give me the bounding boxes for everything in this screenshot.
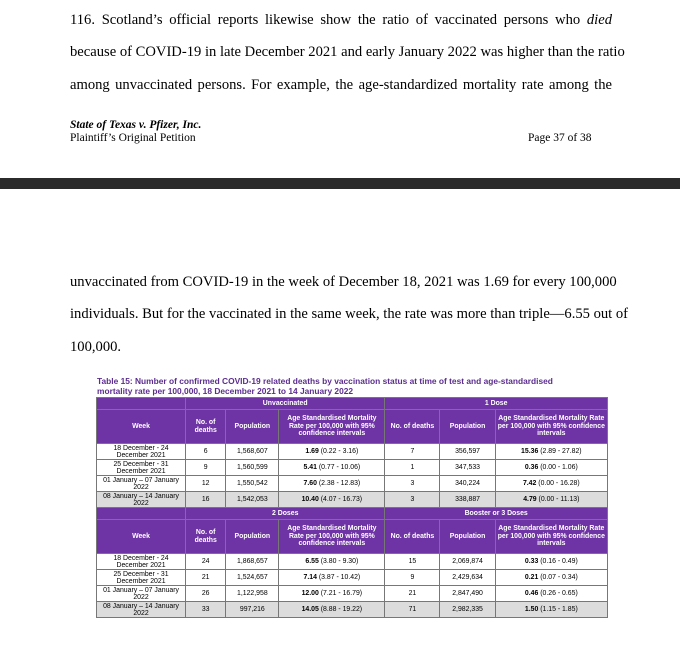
rate-ci: (0.07 - 0.34) [540,573,578,581]
deaths-cell: 6 [186,444,226,460]
rate-ci: (0.00 - 16.28) [538,479,580,487]
rate-ci: (0.77 - 10.06) [318,463,361,471]
table-row [97,570,608,586]
population-cell: 338,887 [440,492,495,508]
column-header-deaths: No. of deaths [186,410,226,444]
deaths-cell: 21 [186,570,226,586]
rate-ci: (7.21 - 16.79) [320,589,363,597]
table-row [97,444,608,460]
population-cell: 1,550,542 [226,476,279,492]
paragraph-116-line-3: among unvaccinated persons. For example, the age-standardized mortality rate among the [70,77,612,93]
population-cell: 1,122,958 [226,586,279,602]
population-cell: 1,560,599 [226,460,279,476]
page-gap [0,146,680,178]
rate-value: 7.14 [303,573,317,581]
paragraph-116-line-1 [70,12,612,29]
deaths-cell: 71 [385,602,440,618]
deaths-cell: 3 [385,492,440,508]
rate-cell [495,586,607,602]
group-label-left: Unvaccinated [186,398,385,410]
rate-value: 10.40 [301,495,319,503]
rate-value: 6.55 [305,557,319,565]
rate-cell [279,492,385,508]
rate-value: 0.36 [524,463,539,471]
paragraph-116-text: 116. Scotland’s official reports likewise show the ratio of vaccinated persons who [70,12,587,28]
rate-cell [495,554,607,570]
column-header-population: Population [226,520,279,554]
rate-cell [279,602,385,618]
rate-ci: (3.80 - 9.30) [320,557,359,565]
deaths-cell: 9 [186,460,226,476]
page-footer-left [70,119,201,145]
population-cell: 2,069,874 [440,554,495,570]
population-cell: 2,847,490 [440,586,495,602]
deaths-cell: 16 [186,492,226,508]
rate-value: 5.41 [303,463,317,471]
rate-cell [495,476,607,492]
rate-value: 7.60 [303,479,317,487]
rate-ci: (0.00 - 1.06) [540,463,578,471]
group-blank [97,398,186,410]
column-header-rate: Age Standardised Mortality Rate per 100,000 with 95% confidence intervals [279,520,385,554]
column-header-week: Week [97,520,186,554]
population-cell: 1,542,053 [226,492,279,508]
population-cell: 2,982,335 [440,602,495,618]
column-header-rate_right: Age Standardised Mortality Rate per 100,000 with 95% confidence intervals [495,410,607,444]
deaths-cell: 21 [385,586,440,602]
population-cell: 347,533 [440,460,495,476]
column-header-deaths: No. of deaths [186,520,226,554]
rate-cell [279,586,385,602]
population-cell: 1,568,607 [226,444,279,460]
column-header-rate_right: Age Standardised Mortality Rate per 100,000 with 95% confidence intervals [495,520,607,554]
rate-ci: (0.26 - 0.65) [540,589,578,597]
rate-ci: (0.16 - 0.49) [540,557,578,565]
rate-value: 14.05 [301,605,319,613]
table-caption-line-2: mortality rate per 100,000, 18 December 2021 to 14 January 2022 [97,385,354,396]
deaths-cell: 1 [385,460,440,476]
rate-value: 12.00 [301,589,319,597]
population-cell: 340,224 [440,476,495,492]
column-header-row [97,520,608,554]
rate-cell [279,554,385,570]
rate-cell [279,570,385,586]
week-cell: 25 December - 31 December 2021 [97,460,186,476]
table-body [97,398,608,618]
column-header-week: Week [97,410,186,444]
paragraph-116-line-2: because of COVID-19 in late December 2021 and early January 2022 was higher than the ratio [70,44,625,60]
table-row [97,476,608,492]
rate-cell [495,460,607,476]
column-header-population: Population [226,410,279,444]
group-label-right: Booster or 3 Doses [385,508,608,520]
page-separator [0,178,680,189]
rate-cell [279,476,385,492]
column-header-population: Population [440,520,495,554]
rate-cell [279,460,385,476]
population-cell: 997,216 [226,602,279,618]
continuation-line-1: unvaccinated from COVID-19 in the week of December 18, 2021 was 1.69 for every 100,000 [70,274,617,290]
table-row [97,602,608,618]
continuation-line-3: 100,000. [70,339,122,355]
deaths-cell: 9 [385,570,440,586]
document-name: Plaintiff’s Original Petition [70,132,196,144]
rate-value: 1.50 [524,605,539,613]
continuation-line-2: individuals. But for the vaccinated in the same week, the rate was more than triple—6.55 out of [70,306,629,322]
table-row [97,460,608,476]
rate-cell [279,444,385,460]
column-header-population: Population [440,410,495,444]
rate-ci: (2.38 - 12.83) [318,479,361,487]
rate-value: 0.46 [524,589,539,597]
table-row [97,554,608,570]
week-cell: 01 January – 07 January 2022 [97,476,186,492]
deaths-cell: 7 [385,444,440,460]
group-label-right: 1 Dose [385,398,608,410]
week-cell: 08 January – 14 January 2022 [97,602,186,618]
group-header-row [97,508,608,520]
week-cell: 25 December - 31 December 2021 [97,570,186,586]
rate-value: 7.42 [522,479,537,487]
rate-ci: (8.88 - 19.22) [320,605,363,613]
rate-cell [495,492,607,508]
population-cell: 1,524,657 [226,570,279,586]
case-title: State of Texas v. Pfizer, Inc. [70,119,202,131]
deaths-cell: 3 [385,476,440,492]
rate-cell [495,602,607,618]
table-caption [97,377,617,396]
rate-ci: (0.22 - 3.16) [320,447,359,455]
rate-value: 0.33 [524,557,539,565]
italic-died: died [586,12,612,28]
week-cell: 18 December - 24 December 2021 [97,554,186,570]
population-cell: 356,597 [440,444,495,460]
group-header-row [97,398,608,410]
rate-ci: (0.00 - 11.13) [538,495,580,503]
column-header-deaths: No. of deaths [385,410,440,444]
rate-value: 0.21 [524,573,539,581]
population-cell: 1,868,657 [226,554,279,570]
deaths-cell: 15 [385,554,440,570]
table-row [97,492,608,508]
rate-cell [495,570,607,586]
table-row [97,586,608,602]
rate-value: 4.79 [523,495,537,503]
rate-ci: (2.89 - 27.82) [540,447,582,455]
group-blank [97,508,186,520]
table-caption-line-1: Table 15: Number of confirmed COVID-19 related deaths by vaccination status at time of test and age-standardised [97,376,553,386]
rate-cell [495,444,607,460]
deaths-cell: 33 [186,602,226,618]
column-header-deaths: No. of deaths [385,520,440,554]
week-cell: 08 January – 14 January 2022 [97,492,186,508]
deaths-cell: 12 [186,476,226,492]
population-cell: 2,429,634 [440,570,495,586]
column-header-rate: Age Standardised Mortality Rate per 100,000 with 95% confidence intervals [279,410,385,444]
rate-value: 15.36 [521,447,539,455]
rate-value: 1.69 [305,447,319,455]
week-cell: 01 January – 07 January 2022 [97,586,186,602]
week-cell: 18 December - 24 December 2021 [97,444,186,460]
deaths-cell: 24 [186,554,226,570]
rate-ci: (3.87 - 10.42) [318,573,361,581]
group-label-left: 2 Doses [186,508,385,520]
page-number: Page 37 of 38 [528,132,592,144]
column-header-row [97,410,608,444]
rate-ci: (1.15 - 1.85) [540,605,578,613]
deaths-cell: 26 [186,586,226,602]
deaths-by-vaccination-table [96,397,608,618]
rate-ci: (4.07 - 16.73) [320,495,363,503]
